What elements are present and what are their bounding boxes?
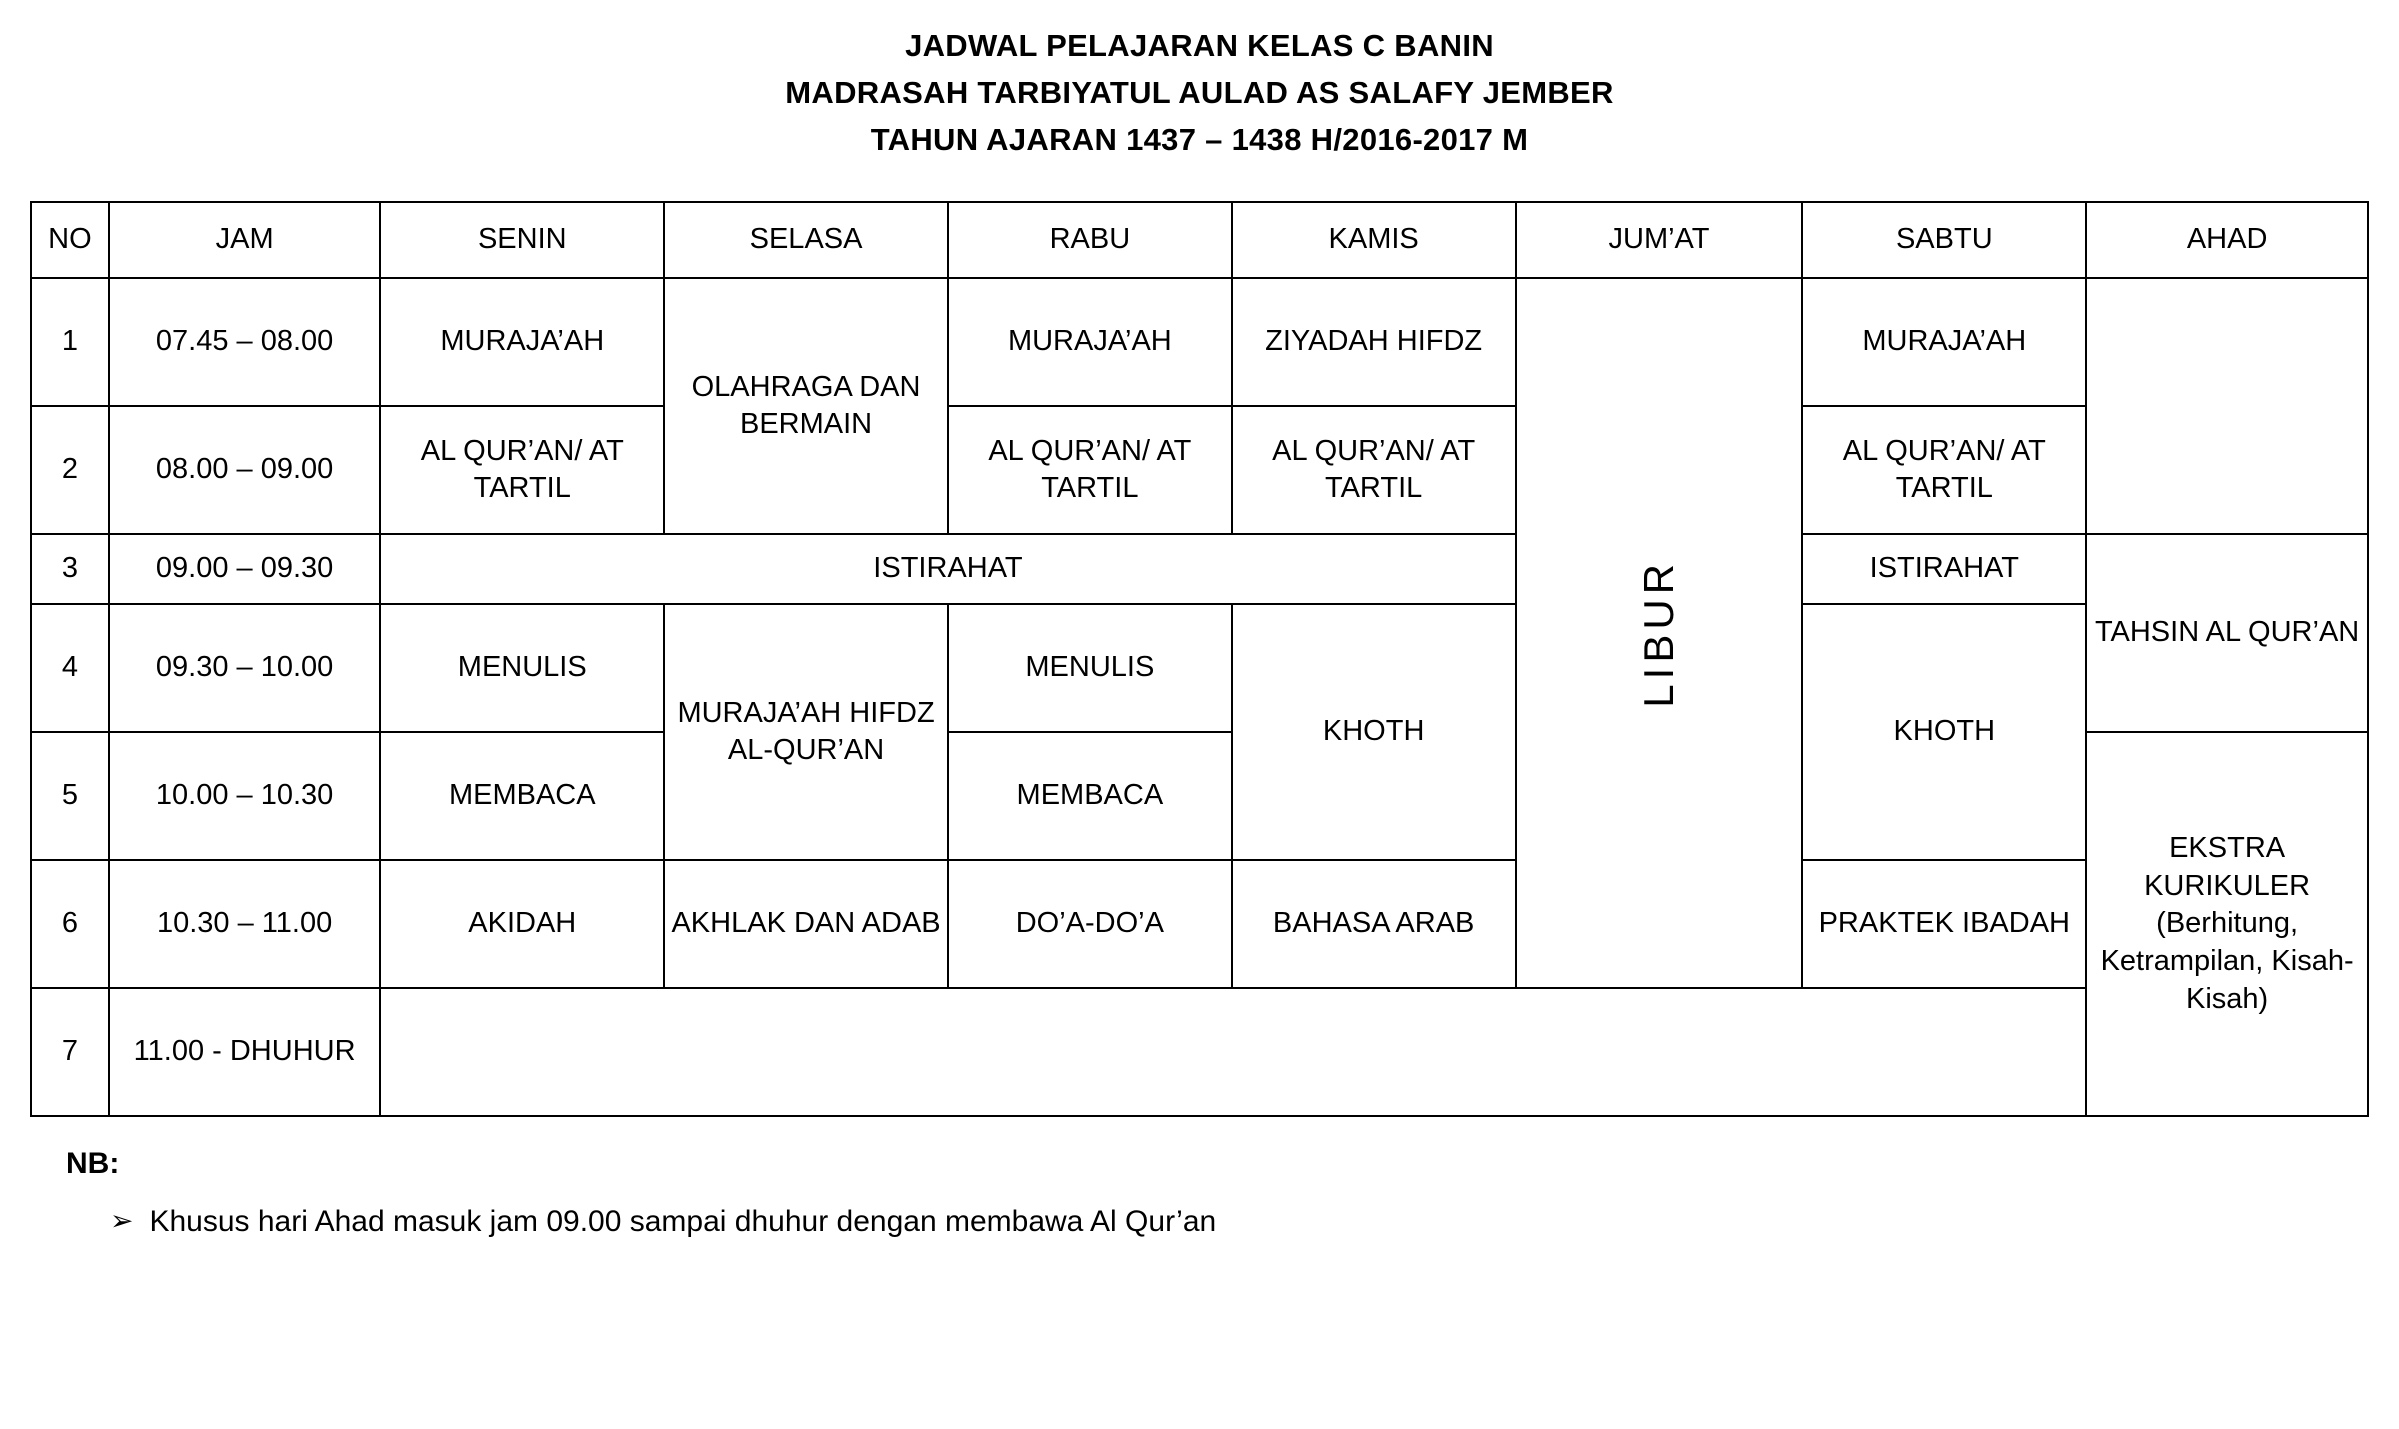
cell-sabtu-1: MURAJA’AH: [1802, 278, 2086, 406]
title-line-2: MADRASAH TARBIYATUL AULAD AS SALAFY JEMBER: [785, 75, 1614, 111]
header-rabu: RABU: [948, 202, 1232, 278]
table-header-row: [31, 202, 2368, 278]
header-senin: SENIN: [380, 202, 664, 278]
cell-ahad-1-2: [2086, 278, 2368, 534]
cell-row7-merged: [380, 988, 2086, 1116]
note-item: [110, 1201, 2399, 1243]
header-ahad: AHAD: [2086, 202, 2368, 278]
cell-rabu-2: AL QUR’AN/ AT TARTIL: [948, 406, 1232, 534]
cell-senin-2: AL QUR’AN/ AT TARTIL: [380, 406, 664, 534]
schedule-table-wrapper: [30, 201, 2369, 1117]
header-jam: JAM: [109, 202, 381, 278]
row-time-3: 09.00 – 09.30: [109, 534, 381, 604]
header-kamis: KAMIS: [1232, 202, 1516, 278]
cell-kamis-4-5: KHOTH: [1232, 604, 1516, 860]
header-jumat: JUM’AT: [1516, 202, 1803, 278]
row-number-5: 5: [31, 732, 109, 860]
page-title: [0, 0, 2399, 163]
row-number-2: 2: [31, 406, 109, 534]
cell-selasa-6: AKHLAK DAN ADAB: [664, 860, 948, 988]
row-time-4: 09.30 – 10.00: [109, 604, 381, 732]
row-number-1: 1: [31, 278, 109, 406]
row-time-1: 07.45 – 08.00: [109, 278, 381, 406]
cell-kamis-2: AL QUR’AN/ AT TARTIL: [1232, 406, 1516, 534]
schedule-table: [30, 201, 2369, 1117]
cell-selasa-1-2: OLAHRAGA DAN BERMAIN: [664, 278, 948, 534]
row-time-2: 08.00 – 09.00: [109, 406, 381, 534]
cell-ahad-3-4: TAHSIN AL QUR’AN: [2086, 534, 2368, 732]
header-no: NO: [31, 202, 109, 278]
row-time-6: 10.30 – 11.00: [109, 860, 381, 988]
table-row: [31, 278, 2368, 406]
table-row: [31, 406, 2368, 534]
table-row: [31, 534, 2368, 604]
cell-kamis-6: BAHASA ARAB: [1232, 860, 1516, 988]
cell-sabtu-3: ISTIRAHAT: [1802, 534, 2086, 604]
row-number-4: 4: [31, 604, 109, 732]
row-time-5: 10.00 – 10.30: [109, 732, 381, 860]
cell-rabu-5: MEMBACA: [948, 732, 1232, 860]
notes-label: NB:: [66, 1147, 120, 1181]
cell-rabu-1: MURAJA’AH: [948, 278, 1232, 406]
arrow-bullet-icon: ➢: [110, 1205, 134, 1237]
table-row: [31, 860, 2368, 988]
title-line-1: JADWAL PELAJARAN KELAS C BANIN: [905, 28, 1494, 63]
header-selasa: SELASA: [664, 202, 948, 278]
cell-jumat-libur: [1516, 278, 1803, 988]
cell-senin-6: AKIDAH: [380, 860, 664, 988]
row-number-6: 6: [31, 860, 109, 988]
cell-kamis-1: ZIYADAH HIFDZ: [1232, 278, 1516, 406]
cell-sabtu-2: AL QUR’AN/ AT TARTIL: [1802, 406, 2086, 534]
row-number-3: 3: [31, 534, 109, 604]
cell-senin-4: MENULIS: [380, 604, 664, 732]
cell-senin-5: MEMBACA: [380, 732, 664, 860]
libur-rotated-label: LIBUR: [1634, 558, 1682, 708]
cell-ahad-5-7: EKSTRA KURIKULER (Berhitung, Ketrampilan, Kisah-Kisah): [2086, 732, 2368, 1116]
cell-selasa-4-5: MURAJA’AH HIFDZ AL-QUR’AN: [664, 604, 948, 860]
table-row: [31, 604, 2368, 732]
cell-istirahat-row3: ISTIRAHAT: [380, 534, 1515, 604]
header-sabtu: SABTU: [1802, 202, 2086, 278]
notes-section: [66, 1143, 2399, 1243]
cell-rabu-6: DO’A-DO’A: [948, 860, 1232, 988]
title-line-3: TAHUN AJARAN 1437 – 1438 H/2016-2017 M: [870, 122, 1529, 158]
cell-sabtu-6: PRAKTEK IBADAH: [1802, 860, 2086, 988]
note-item-text: Khusus hari Ahad masuk jam 09.00 sampai dhuhur dengan membawa Al Qur’an: [149, 1205, 1217, 1239]
table-row: [31, 988, 2368, 1116]
cell-sabtu-4-5: KHOTH: [1802, 604, 2086, 860]
cell-senin-1: MURAJA’AH: [380, 278, 664, 406]
row-time-7: 11.00 - DHUHUR: [109, 988, 381, 1116]
cell-rabu-4: MENULIS: [948, 604, 1232, 732]
row-number-7: 7: [31, 988, 109, 1116]
